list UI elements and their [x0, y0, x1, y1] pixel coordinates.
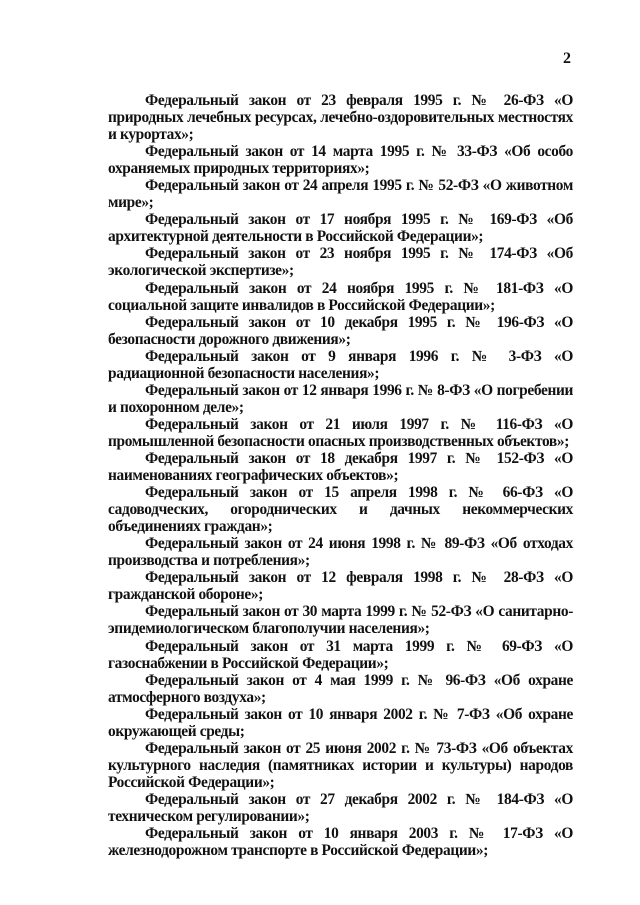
law-entry: Федеральный закон от 24 апреля 1995 г. № 52-ФЗ «О животном мире»;	[108, 177, 573, 212]
law-entry: Федеральный закон от 23 ноября 1995 г. № 174-ФЗ «Об экологической экспертизе»;	[108, 245, 573, 280]
law-entry: Федеральный закон от 10 декабря 1995 г. № 196-ФЗ «О безопасности дорожного движения»;	[108, 313, 573, 348]
law-entry: Федеральный закон от 25 июня 2002 г. № 73-ФЗ «Об объектах культурного наследия (памятниках истории и культуры) народов Российской Федерации»;	[108, 739, 573, 791]
law-entry: Федеральный закон от 10 января 2003 г. № 17-ФЗ «О железнодорожном транспорте в Российской Федерации»;	[108, 825, 573, 860]
law-entry: Федеральный закон от 24 ноября 1995 г. № 181-ФЗ «О социальной защите инвалидов в Российской Федерации»;	[108, 279, 573, 314]
law-entry: Федеральный закон от 23 февраля 1995 г. № 26-ФЗ «О природных лечебных ресурсах, лечебно-оздоровительных местностях и курортах»;	[108, 92, 573, 144]
law-entry: Федеральный закон от 14 марта 1995 г. № 33-ФЗ «Об особо охраняемых природных территориях»;	[108, 143, 573, 178]
law-entry: Федеральный закон от 10 января 2002 г. № 7-ФЗ «Об охране окружающей среды;	[108, 705, 573, 740]
law-entry: Федеральный закон от 17 ноября 1995 г. № 169-ФЗ «Об архитектурной деятельности в Российской Федерации»;	[108, 211, 573, 246]
law-entry: Федеральный закон от 31 марта 1999 г. № 69-ФЗ «О газоснабжении в Российской Федерации»;	[108, 637, 573, 672]
law-entry: Федеральный закон от 18 декабря 1997 г. № 152-ФЗ «О наименованиях географических объектов»;	[108, 449, 573, 485]
law-entry: Федеральный закон от 15 апреля 1998 г. № 66-ФЗ «О садоводческих, огороднических и дачных некоммерческих объединениях граждан»;	[108, 484, 573, 536]
law-entry: Федеральный закон от 4 мая 1999 г. № 96-ФЗ «Об охране атмосферного воздуха»;	[108, 671, 573, 706]
law-entry: Федеральный закон от 21 июля 1997 г. № 116-ФЗ «О промышленной безопасности опасных производственных объектов»;	[108, 415, 573, 450]
law-entry: Федеральный закон от 24 июня 1998 г. № 89-ФЗ «Об отходах производства и потребления»;	[108, 535, 573, 570]
law-entry: Федеральный закон от 30 марта 1999 г. № 52-ФЗ «О санитарно-эпидемиологическом благополучии населения»;	[108, 603, 573, 638]
page-number: 2	[563, 50, 571, 67]
law-entry: Федеральный закон от 12 января 1996 г. № 8-ФЗ «О погребении и похоронном деле»;	[108, 381, 573, 416]
law-entry: Федеральный закон от 9 января 1996 г. № 3-ФЗ «О радиационной безопасности населения»;	[108, 347, 573, 382]
law-entry: Федеральный закон от 12 февраля 1998 г. № 28-ФЗ «О гражданской обороне»;	[108, 569, 573, 604]
law-list	[108, 92, 573, 859]
law-entry: Федеральный закон от 27 декабря 2002 г. № 184-ФЗ «О техническом регулировании»;	[108, 790, 573, 825]
